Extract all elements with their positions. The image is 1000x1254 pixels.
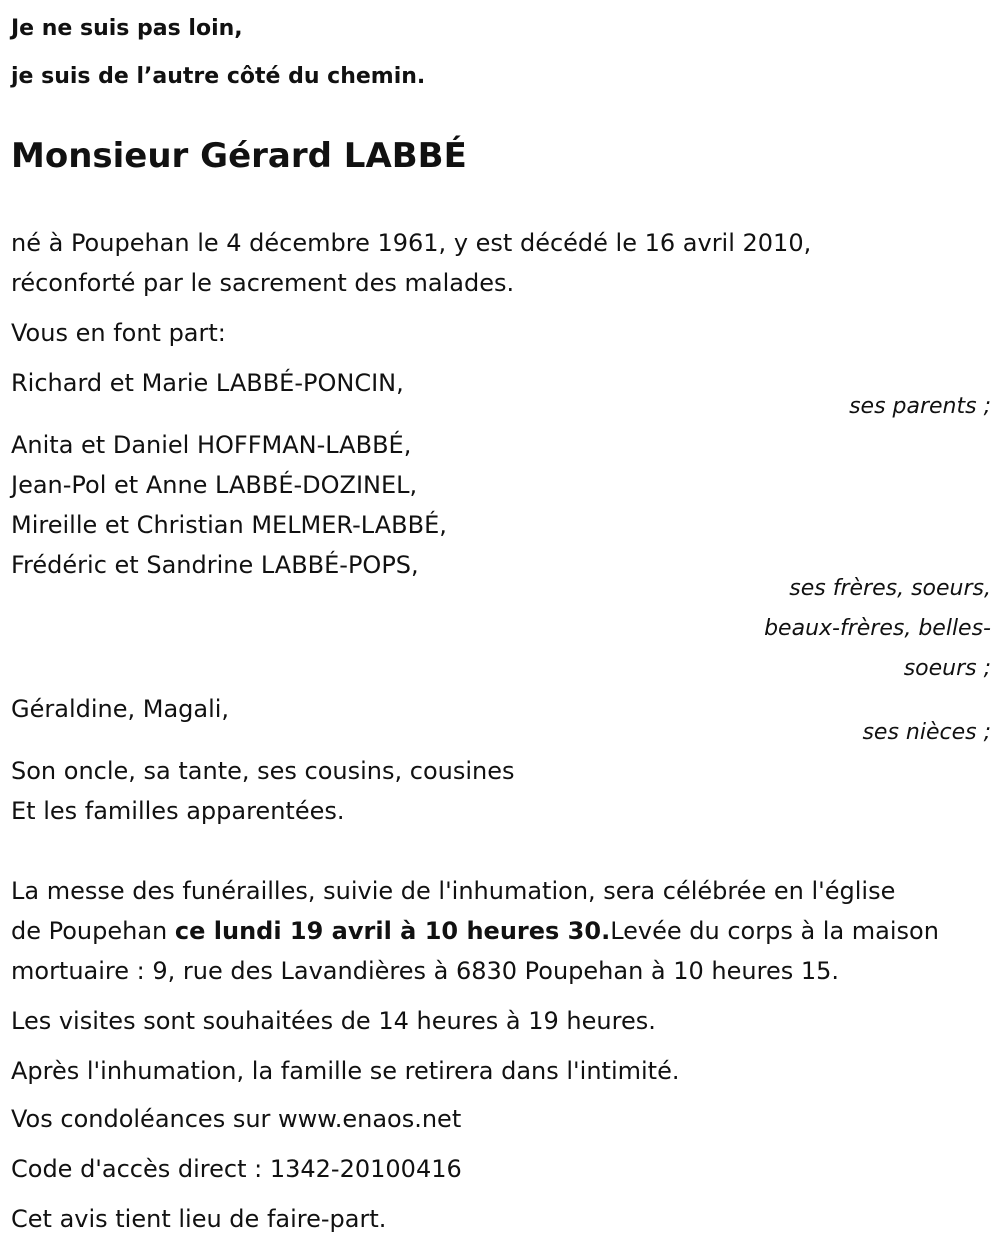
siblings-role: beaux-frères, belles- <box>764 616 991 641</box>
funeral-place: de Poupehan <box>11 917 175 945</box>
relatives-line: Son oncle, sa tante, ses cousins, cousines <box>11 757 515 785</box>
quote-line-1: Je ne suis pas loin, <box>11 16 243 41</box>
deceased-name: Monsieur Gérard LABBÉ <box>11 136 467 176</box>
quote-line-2: je suis de l’autre côté du chemin. <box>11 64 426 89</box>
parents-role: ses parents ; <box>849 394 991 419</box>
visits-line: Les visites sont souhaitées de 14 heures à 19 heures. <box>11 1007 656 1035</box>
funeral-line-1: La messe des funérailles, suivie de l'inhumation, sera célébrée en l'église <box>11 877 896 905</box>
sibling-names: Frédéric et Sandrine LABBÉ-POPS, <box>11 551 419 579</box>
birth-death-line: né à Poupehan le 4 décembre 1961, y est décédé le 16 avril 2010, <box>11 229 812 257</box>
sibling-names: Jean-Pol et Anne LABBÉ-DOZINEL, <box>11 471 418 499</box>
sibling-names: Anita et Daniel HOFFMAN-LABBÉ, <box>11 431 412 459</box>
sibling-names: Mireille et Christian MELMER-LABBÉ, <box>11 511 447 539</box>
intimacy-line: Après l'inhumation, la famille se retirera dans l'intimité. <box>11 1057 680 1085</box>
funeral-levee: Levée du corps à la maison <box>610 917 939 945</box>
nieces-names: Géraldine, Magali, <box>11 695 230 723</box>
funeral-line-3: mortuaire : 9, rue des Lavandières à 6830 Poupehan à 10 heures 15. <box>11 957 840 985</box>
parents-names: Richard et Marie LABBÉ-PONCIN, <box>11 369 404 397</box>
access-code-line: Code d'accès direct : 1342-20100416 <box>11 1155 462 1183</box>
siblings-role: soeurs ; <box>903 656 991 681</box>
sacrament-line: réconforté par le sacrement des malades. <box>11 269 515 297</box>
funeral-date-time: ce lundi 19 avril à 10 heures 30. <box>174 917 611 945</box>
announcement-line: Vous en font part: <box>11 319 226 347</box>
funeral-line-2 <box>11 916 939 946</box>
faire-part-line: Cet avis tient lieu de faire-part. <box>11 1205 387 1233</box>
siblings-role: ses frères, soeurs, <box>789 576 991 601</box>
relatives-line: Et les familles apparentées. <box>11 797 345 825</box>
nieces-role: ses nièces ; <box>862 720 991 745</box>
condolences-line: Vos condoléances sur www.enaos.net <box>11 1105 462 1133</box>
